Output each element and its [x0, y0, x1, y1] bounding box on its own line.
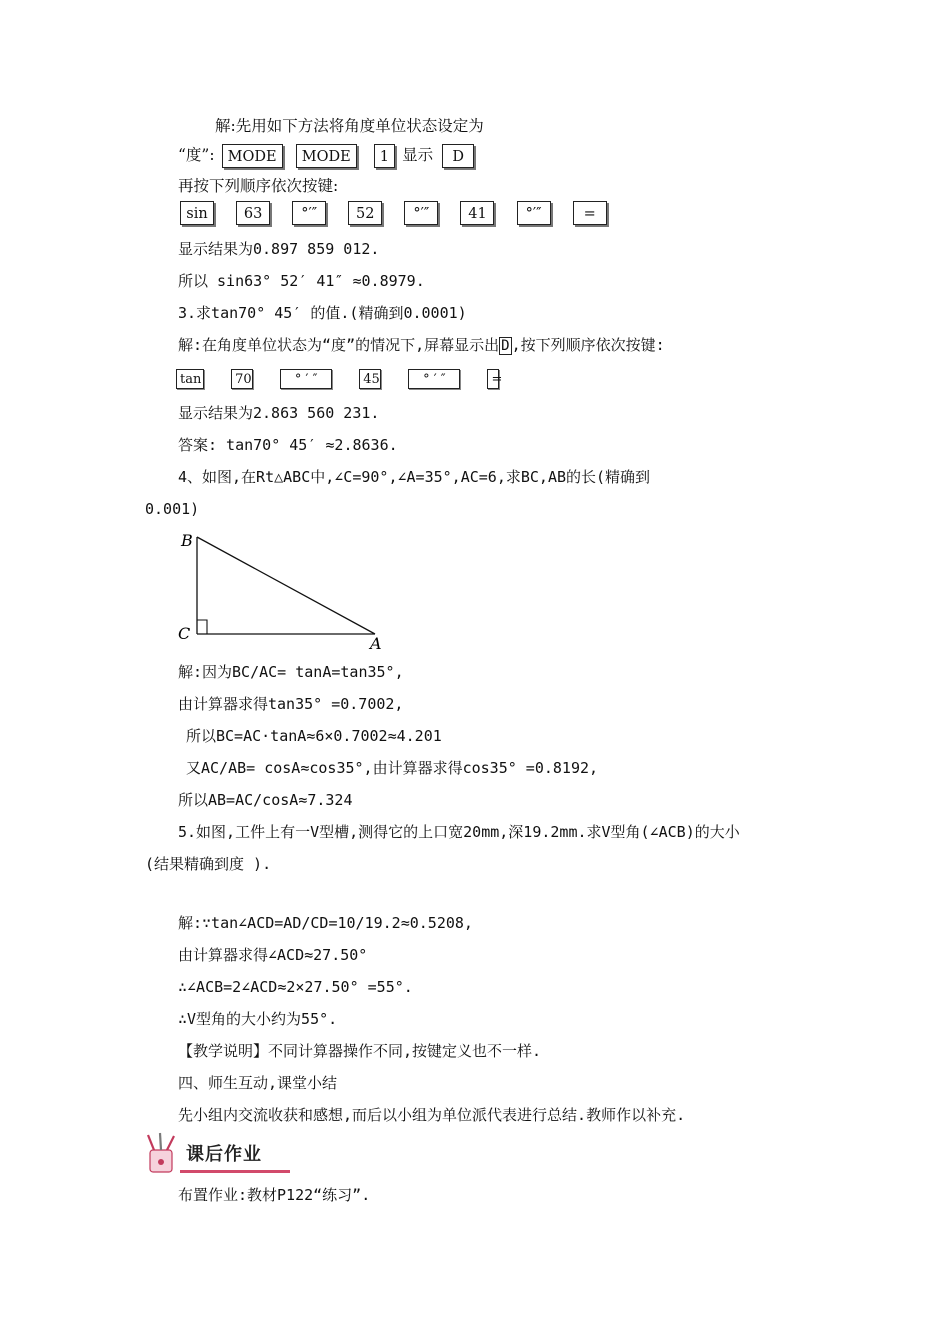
side-ab — [197, 537, 375, 634]
num-45-key: 45 — [359, 369, 381, 389]
mode-key-2: MODE — [296, 144, 357, 168]
num-70-key: 70 — [231, 369, 253, 389]
problem5-sol-3: ∴∠ACB=2∠ACD≈2×27.50° =55°. — [178, 978, 413, 996]
num-41-key: 41 — [460, 201, 494, 225]
degree-label: “度”: — [178, 146, 215, 164]
problem3-solution-prefix: 解:在角度单位状态为“度”的情况下,屏幕显示出 — [178, 336, 500, 354]
homework-banner-title: 课后作业 — [186, 1144, 262, 1165]
mode-key-1: MODE — [222, 144, 283, 168]
problem3-display-box: D — [501, 338, 510, 354]
problem5-sol-1: 解:∵tan∠ACD=AD/CD=10/19.2≈0.5208, — [178, 914, 473, 932]
num-52-key: 52 — [348, 201, 382, 225]
label-b: B — [181, 531, 193, 550]
problem3-solution — [178, 335, 665, 355]
problem4-question-1: 4、如图,在Rt△ABC中,∠C=90°,∠A=35°,AC=6,求BC,AB的长(精确到 — [178, 468, 651, 486]
problem3-answer: 答案: tan70° 45′ ≈2.8636. — [178, 436, 398, 454]
homework-text: 布置作业:教材P122“练习”. — [178, 1186, 371, 1204]
intro-line-1: 解:先用如下方法将角度单位状态设定为 — [215, 117, 484, 135]
problem3-solution-suffix: ,按下列顺序依次按键: — [511, 336, 665, 354]
intro-line-3: 再按下列顺序依次按键: — [178, 177, 339, 195]
problem4-sol-4: 又AC/AB= cosA≈cos35°,由计算器求得cos35° =0.8192, — [186, 759, 599, 777]
problem5-question-2: (结果精确到度 ). — [145, 855, 272, 873]
homework-banner — [140, 1132, 290, 1176]
problem4-sol-1: 解:因为BC/AC= tanA=tan35°, — [178, 663, 404, 681]
num-63-key: 63 — [236, 201, 270, 225]
problem5-sol-4: ∴V型角的大小约为55°. — [178, 1010, 338, 1028]
problem5-sol-2: 由计算器求得∠ACD≈27.50° — [178, 946, 368, 964]
problem3-question: 3.求tan70° 45′ 的值.(精确到0.0001) — [178, 304, 467, 322]
dms-key-2: °′″ — [404, 201, 438, 225]
intro-result: 显示结果为0.897 859 012. — [178, 240, 380, 258]
problem3-result: 显示结果为2.863 560 231. — [178, 404, 380, 422]
problem4-sol-5: 所以AB=AC/cosA≈7.324 — [178, 791, 353, 809]
problem5-question-1: 5.如图,工件上有一V型槽,测得它的上口宽20mm,深19.2mm.求V型角(∠ACB)的大小 — [178, 823, 740, 841]
dms-key-3: °′″ — [517, 201, 551, 225]
equals-key: = — [573, 201, 607, 225]
label-c: C — [178, 624, 191, 643]
triangle-figure — [170, 525, 390, 655]
problem4-sol-2: 由计算器求得tan35° =0.7002, — [178, 695, 404, 713]
right-angle-mark — [197, 620, 207, 634]
section4-heading: 四、师生互动,课堂小结 — [178, 1074, 338, 1092]
intro-conclusion: 所以 sin63° 52′ 41″ ≈0.8979. — [178, 272, 425, 290]
sin-key: sin — [180, 201, 214, 225]
mode-key-row — [178, 143, 491, 168]
one-key: 1 — [374, 144, 395, 168]
shows-label: 显示 — [402, 146, 434, 164]
problem4-question-2: 0.001) — [145, 500, 200, 518]
homework-banner-underline — [180, 1170, 290, 1173]
sin-key-row — [180, 201, 624, 225]
tan-key: tan — [176, 369, 204, 389]
display-d-key: D — [442, 144, 474, 168]
dms-key-b: ° ′ ″ — [408, 369, 460, 389]
label-a: A — [370, 634, 382, 653]
dms-key-a: ° ′ ″ — [280, 369, 332, 389]
problem4-sol-3: 所以BC=AC·tanA≈6×0.7002≈4.201 — [186, 727, 442, 745]
tan-key-row — [176, 368, 521, 389]
section4-text: 先小组内交流收获和感想,而后以小组为单位派代表进行总结.教师作以补充. — [178, 1106, 686, 1124]
equals-key-small: = — [487, 369, 499, 389]
teaching-note: 【教学说明】不同计算器操作不同,按键定义也不一样. — [178, 1042, 542, 1060]
dms-key-1: °′″ — [292, 201, 326, 225]
